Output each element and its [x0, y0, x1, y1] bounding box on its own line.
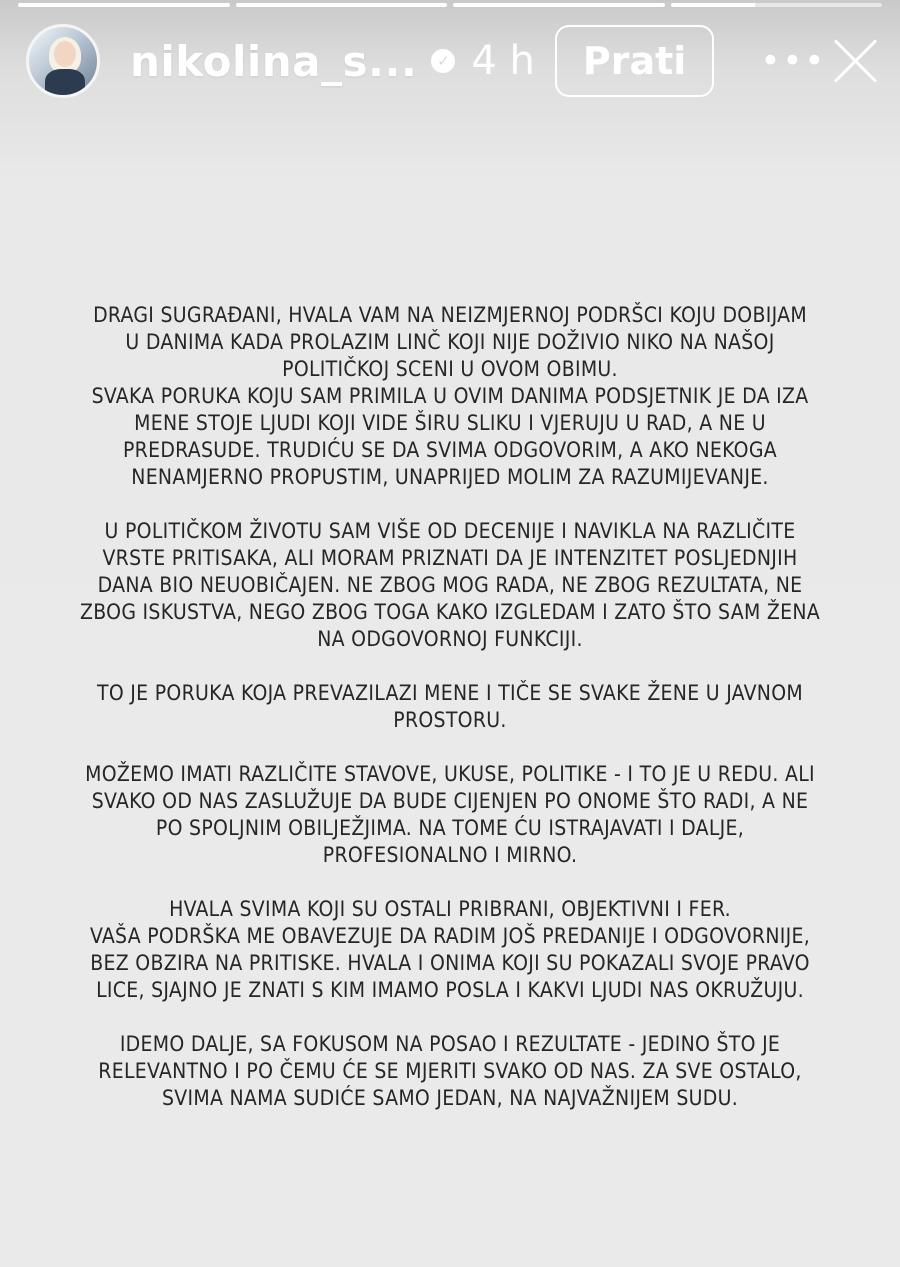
story-progress-segment: [671, 3, 883, 7]
story-progress-bars: [18, 3, 882, 7]
story-progress-segment: [453, 3, 665, 7]
story-progress-fill: [236, 3, 448, 7]
story-progress-fill: [453, 3, 665, 7]
story-header: [26, 24, 880, 98]
avatar-body: [45, 69, 85, 98]
avatar-face: [54, 41, 76, 67]
username[interactable]: nikolina_s...: [130, 36, 418, 86]
story-paragraph: MOŽEMO IMATI RAZLIČITE STAVOVE, UKUSE, POLITIKE - I TO JE U REDU. ALI SVAKO OD NAS ZASLUŽUJE DA BUDE CIJENJEN PO ONOME ŠTO RADI, A NE PO SPOLJNIM OBILJEŽJIMA. NA TOME ĆU ISTRAJAVATI I DALJE, PROFESIONALNO I MIRNO.: [85, 762, 815, 867]
story-progress-segment: [18, 3, 230, 7]
avatar[interactable]: [26, 24, 100, 98]
story-text-block: [30, 302, 870, 1139]
more-options-icon[interactable]: •••: [760, 41, 827, 81]
story-paragraph: IDEMO DALJE, SA FOKUSOM NA POSAO I REZULTATE - JEDINO ŠTO JE RELEVANTNO I PO ČEMU ĆE SE MJERITI SVAKO OD NAS. ZA SVE OSTALO, SVIMA NAMA SUDIĆE SAMO JEDAN, NA NAJVAŽNIJEM SUDU.: [98, 1032, 802, 1110]
follow-button[interactable]: Prati: [555, 25, 714, 97]
story-progress-fill: [671, 3, 756, 7]
post-time: 4 h: [471, 38, 535, 84]
story-progress-fill: [18, 3, 230, 7]
story-paragraph: TO JE PORUKA KOJA PREVAZILAZI MENE I TIČE SE SVAKE ŽENE U JAVNOM PROSTORU.: [97, 681, 803, 732]
story-paragraph: DRAGI SUGRAĐANI, HVALA VAM NA NEIZMJERNOJ PODRŠCI KOJU DOBIJAM U DANIMA KADA PROLAZIM LINČ KOJI NIJE DOŽIVIO NIKO NA NAŠOJ POLITIČKOJ SCENI U OVOM OBIMU. SVAKA PORUKA KOJU SAM PRIMILA U OVIM DANIMA PODSJETNIK JE DA IZA MENE STOJE LJUDI KOJI VIDE ŠIRU SLIKU I VJERUJU U RAD, A NE U PREDRASUDE. TRUDIĆU SE DA SVIMA ODGOVORIM, A AKO NEKOGA NENAMJERNO PROPUSTIM, UNAPRIJED MOLIM ZA RAZUMIJEVANJE.: [91, 303, 809, 489]
story-progress-segment: [236, 3, 448, 7]
close-icon[interactable]: [830, 36, 880, 86]
story-paragraph: HVALA SVIMA KOJI SU OSTALI PRIBRANI, OBJEKTIVNI I FER. VAŠA PODRŠKA ME OBAVEZUJE DA RADIM JOŠ PREDANIJE I ODGOVORNIJE, BEZ OBZIRA NA PRITISKE. HVALA I ONIMA KOJI SU POKAZALI SVOJE PRAVO LICE, SJAJNO JE ZNATI S KIM IMAMO POSLA I KAKVI LJUDI NAS OKRUŽUJU.: [89, 897, 811, 1002]
verified-badge-icon: ✓: [431, 49, 455, 73]
story-paragraph: U POLITIČKOM ŽIVOTU SAM VIŠE OD DECENIJE I NAVIKLA NA RAZLIČITE VRSTE PRITISAKA, ALI MORAM PRIZNATI DA JE INTENZITET POSLJEDNJIH DANA BIO NEUOBIČAJEN. NE ZBOG MOG RADA, NE ZBOG REZULTATA, NE ZBOG ISKUSTVA, NEGO ZBOG TOGA KAKO IZGLEDAM I ZATO ŠTO SAM ŽENA NA ODGOVORNOJ FUNKCIJI.: [80, 519, 820, 651]
